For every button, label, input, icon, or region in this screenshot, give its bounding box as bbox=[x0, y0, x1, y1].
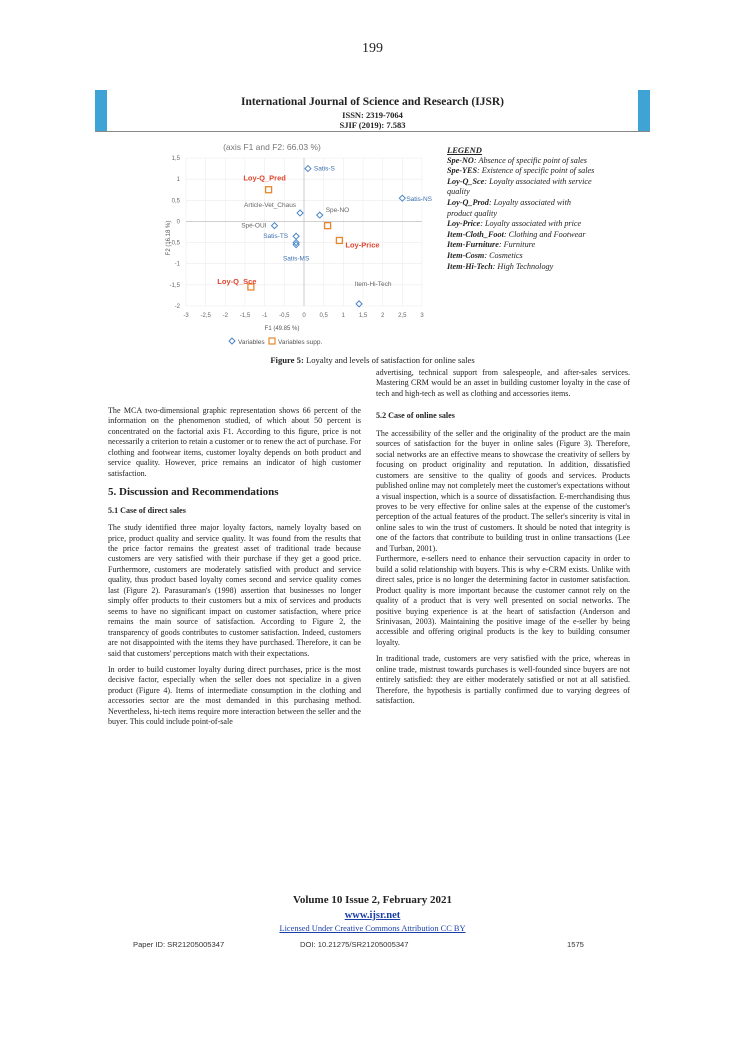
legend-entry-text: : High Technology bbox=[492, 261, 554, 271]
right-column bbox=[376, 368, 630, 707]
legend-entry-text: : Existence of specific point of sales bbox=[477, 166, 595, 176]
y-tick-label: -1 bbox=[174, 261, 180, 268]
point-label: Item-Hi-Tech bbox=[354, 280, 392, 288]
legend-entry-key: Item-Furniture bbox=[447, 240, 499, 250]
left-column bbox=[108, 406, 361, 728]
x-tick-label: -2,5 bbox=[200, 313, 211, 319]
legend-entry bbox=[447, 166, 597, 177]
x-tick-label: 0 bbox=[302, 313, 306, 319]
y-tick-label: 0,5 bbox=[171, 198, 180, 205]
legend-entry bbox=[447, 198, 597, 219]
point-label: Spé-OUI bbox=[241, 222, 267, 230]
footer-license-link[interactable]: Licensed Under Creative Commons Attribution CC BY bbox=[279, 924, 466, 933]
figure-caption-label: Figure 5: bbox=[270, 355, 304, 365]
journal-sjif: SJIF (2019): 7.583 bbox=[339, 120, 406, 130]
legend-entry-key: Item-Cosm bbox=[447, 250, 485, 260]
variable-marker bbox=[272, 223, 278, 229]
legend-entry-key: Loy-Q_Sce bbox=[447, 176, 485, 186]
y-tick-label: 0 bbox=[176, 219, 180, 226]
figure-caption bbox=[0, 355, 745, 365]
journal-title: International Journal of Science and Research (IJSR) bbox=[240, 96, 504, 108]
variable-marker bbox=[297, 210, 303, 216]
point-label: Loy-Q_Sce bbox=[217, 276, 257, 286]
footer-page-number: 1575 bbox=[567, 940, 584, 949]
y-tick-label: -0,5 bbox=[169, 240, 180, 247]
footer-url-link[interactable]: www.ijsr.net bbox=[344, 910, 401, 921]
chart-legend bbox=[229, 338, 323, 346]
paragraph: The study identified three major loyalty factors, namely loyalty based on price, product quality and service quality. It was found from the results that the price factor remains the greatest asset of traditional trade because customers are very satisfied with their purchase if they get a good price. Furthermore, customers are moderately satisfied with product and service quality, thus product based loyalty comes second and service quality comes last (Figure 2). Parasuraman's (1998) assertion that businesses no longer simply offer products to their customers but a mix of services and products seems to have no significant impact on customer satisfaction, where price remains the main source of satisfaction. According to Figure 2, the transparency of goods contributes to customer satisfaction. Indeed, customers are not disappointed with the items they have purchased. Therefore, it can be said that customers' perceptions match with their expectations. bbox=[108, 523, 361, 658]
x-tick-label: 1 bbox=[341, 313, 346, 319]
legend-supp-label: Variables supp. bbox=[278, 339, 323, 346]
legend-entry-text: : Cosmetics bbox=[484, 250, 523, 260]
x-tick-label: -1 bbox=[261, 313, 268, 319]
supp-variable-marker bbox=[266, 187, 272, 193]
x-tick-label: 2 bbox=[380, 313, 385, 319]
legend-entry-text: : Clothing and Footwear bbox=[503, 229, 586, 239]
subsection-heading: 5.2 Case of online sales bbox=[376, 411, 455, 421]
legend-entry bbox=[447, 177, 597, 198]
section-heading: 5. Discussion and Recommendations bbox=[108, 486, 279, 499]
x-tick-label: -3 bbox=[183, 313, 189, 319]
x-tick-label: 2,5 bbox=[398, 313, 407, 319]
legend-entry-text: : Furniture bbox=[498, 240, 536, 250]
point-label: Satis-TS bbox=[263, 233, 289, 241]
page-number: 199 bbox=[362, 41, 383, 56]
chart-title: (axis F1 and F2: 66.03 %) bbox=[223, 142, 321, 152]
legend-entry bbox=[447, 230, 597, 241]
legend-entry-text: : Loyalty associated with product quality bbox=[447, 197, 571, 218]
legend-entry-text: : Loyalty associated with service quality bbox=[447, 176, 592, 197]
x-tick-label: -1,5 bbox=[239, 313, 251, 319]
paragraph: In order to build customer loyalty during direct purchases, price is the most decisive factor, especially when the seller does not specialize in a given product (Figure 4). Items of intermediate consumption in the clothing and accessories sector are the most demanded in this purchasing method. Nevertheless, hi-tech items require more interaction between the seller and the buyer. This could include point-of-sale bbox=[108, 664, 361, 727]
legend-entry-key: Item-Cloth_Foot bbox=[447, 229, 504, 239]
y-tick-label: -1,5 bbox=[169, 282, 180, 289]
legend-entry-key: Spe-YES bbox=[447, 166, 478, 176]
journal-issn: ISSN: 2319-7064 bbox=[342, 110, 403, 120]
legend-entry-text: : Absence of specific point of sales bbox=[473, 155, 587, 165]
paragraph: Furthermore, e-sellers need to enhance their servuction capacity in order to build a solid relationship with buyers. This is why e-CRM exists. Unlike with direct sales, price is no longer the determining factor in customer satisfaction. Product quality is more important because the customer cannot rely on the quality of a product that is very well presented on social networks. The positive buying experience is at the heart of satisfaction (Anderson and Srinivasan, 2003). Maintaining the positive image of the e-seller by being accessible and offering original products is the key to building consumer loyalty. bbox=[376, 554, 630, 647]
point-label: Loy-Q_Pred bbox=[243, 173, 286, 183]
y-tick-label: -2 bbox=[174, 304, 180, 310]
legend-entry-key: Spe-NO bbox=[447, 155, 474, 165]
chart-y-axis-label: F2 (16.18 %) bbox=[166, 220, 172, 256]
point-label: Spe-NO bbox=[325, 207, 350, 215]
legend-entry bbox=[447, 156, 597, 167]
point-label: Satis-NS bbox=[406, 196, 432, 204]
x-tick-label: -0,5 bbox=[279, 313, 290, 319]
x-tick-label: 0,5 bbox=[319, 313, 328, 319]
legend-items bbox=[447, 156, 597, 273]
figure-caption-text: Loyalty and levels of satisfaction for online sales bbox=[303, 355, 475, 365]
supp-variable-marker bbox=[325, 223, 331, 229]
legend-entry bbox=[447, 251, 597, 262]
variable-marker bbox=[305, 166, 311, 172]
legend-entry-key: Loy-Q_Prod bbox=[447, 197, 489, 207]
mca-scatter-chart bbox=[160, 138, 435, 353]
variable-marker bbox=[293, 233, 299, 239]
legend-entry bbox=[447, 240, 597, 251]
legend-variables-label: Variables bbox=[238, 339, 265, 346]
variable-marker bbox=[317, 212, 323, 218]
y-tick-label: 1,5 bbox=[171, 156, 180, 162]
paragraph: The MCA two-dimensional graphic representation shows 66 percent of the information on the phenomenon studied, of which about 50 percent is concentrated on the factorial axis F1. According to this figure, price is not necessarily a criterion to retain a customer or to renew the act of purchase. For clothing and footwear items, customer loyalty depends on both product and service quality. However, price remains an indicator of high customer satisfaction. bbox=[108, 406, 361, 478]
legend-entry-text: : Loyalty associated with price bbox=[480, 219, 582, 229]
legend-box bbox=[447, 145, 597, 272]
paragraph: The accessibility of the seller and the originality of the product are the main sources of satisfaction for the buyer in online sales (Figure 3). Therefore, social networks are an effective means to showcase the creativity of sellers by focusing on product originality and reputation. In addition, dissatisfied customers are sensitive to the quality of goods and services. Products published online may not completely meet the customer's expectations without a visual inspection, which is a source of dissatisfaction. E-merchandising thus proves to be very effective for online sales at the expense of the customer's perception of the actual features of the product. The seller's sincerity is vital in online sales to win the trust of customers. It should be noted that integrity is one of the factors that contribute to building trust in online transactions (Lee and Turban, 2001). bbox=[376, 428, 630, 553]
y-tick-label: 1 bbox=[176, 177, 180, 184]
point-label: Satis-S bbox=[313, 165, 335, 173]
legend-entry bbox=[447, 262, 597, 273]
legend-entry-key: Loy-Price bbox=[447, 219, 481, 229]
paragraph: advertising, technical support from salespeople, and after-sales services. Mastering CRM would be an asset in building customer loyalty in the case of tech and high-tech as well as clothing and accessories items. bbox=[376, 368, 630, 398]
x-tick-label: 3 bbox=[420, 313, 424, 319]
footer-volume: Volume 10 Issue 2, February 2021 bbox=[292, 894, 453, 906]
x-tick-label: 1,5 bbox=[358, 313, 368, 319]
point-label: Loy-Price bbox=[345, 240, 380, 250]
legend-variables-marker bbox=[229, 338, 235, 344]
legend-entry-key: Item-Hi-Tech bbox=[447, 261, 493, 271]
footer-paper-id: Paper ID: SR21205005347 bbox=[133, 940, 225, 949]
header-rule bbox=[95, 131, 650, 132]
legend-supp-marker bbox=[269, 338, 275, 344]
legend-entry bbox=[447, 219, 597, 230]
subsection-heading: 5.1 Case of direct sales bbox=[108, 505, 186, 515]
x-tick-label: -2 bbox=[222, 313, 229, 319]
point-label: Article-Vet_Chaus bbox=[244, 201, 297, 209]
point-label: Satis-MS bbox=[282, 255, 310, 263]
footer-doi: DOI: 10.21275/SR21205005347 bbox=[300, 940, 409, 949]
legend-title: LEGEND bbox=[447, 145, 482, 155]
chart-x-axis-label: F1 (49.85 %) bbox=[264, 326, 300, 332]
paragraph: In traditional trade, customers are very satisfied with the price, whereas in online trade, mistrust towards purchases is well-founded since buyers are not entirely satisfied: they are either moderately satisfied or not at all satisfied. Therefore, the hypothesis is partially confirmed due to varying degrees of satisfaction. bbox=[376, 654, 630, 706]
